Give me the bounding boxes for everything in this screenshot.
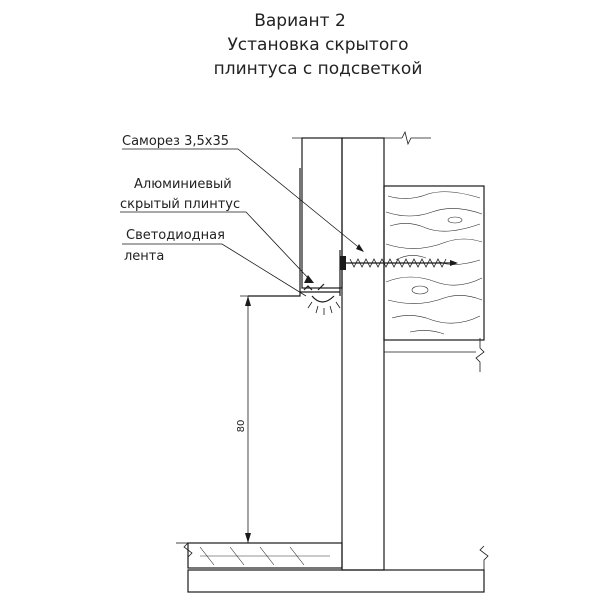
dimension-80 [236, 296, 300, 543]
aluminium-profile [248, 168, 340, 296]
title-line-2: Установка скрытого [227, 35, 409, 55]
floor-break-lines [176, 543, 488, 570]
leader-screw-arrow [356, 244, 364, 252]
leader-profile [120, 212, 310, 280]
title-line-3: плинтуса с подсветкой [213, 59, 423, 79]
floor-slab [188, 570, 484, 592]
beam-break-lines [384, 186, 484, 372]
label-screw: Саморез 3,5x35 [122, 134, 230, 149]
drywall-sheet-outer [302, 138, 342, 288]
drywall-sheet-inner [342, 138, 384, 570]
title-line-1: Вариант 2 [254, 11, 346, 31]
dimension-value: 80 [236, 419, 247, 433]
screw [340, 256, 458, 270]
label-led-line-2: лента [124, 249, 165, 264]
label-profile-line-1: Алюминиевый [134, 177, 232, 192]
wall-break-line [292, 132, 431, 144]
label-profile-line-2: скрытый плинтус [120, 197, 241, 212]
label-led-line-1: Светодиодная [126, 228, 225, 243]
floor-board [188, 543, 342, 568]
led-strip [308, 296, 340, 315]
